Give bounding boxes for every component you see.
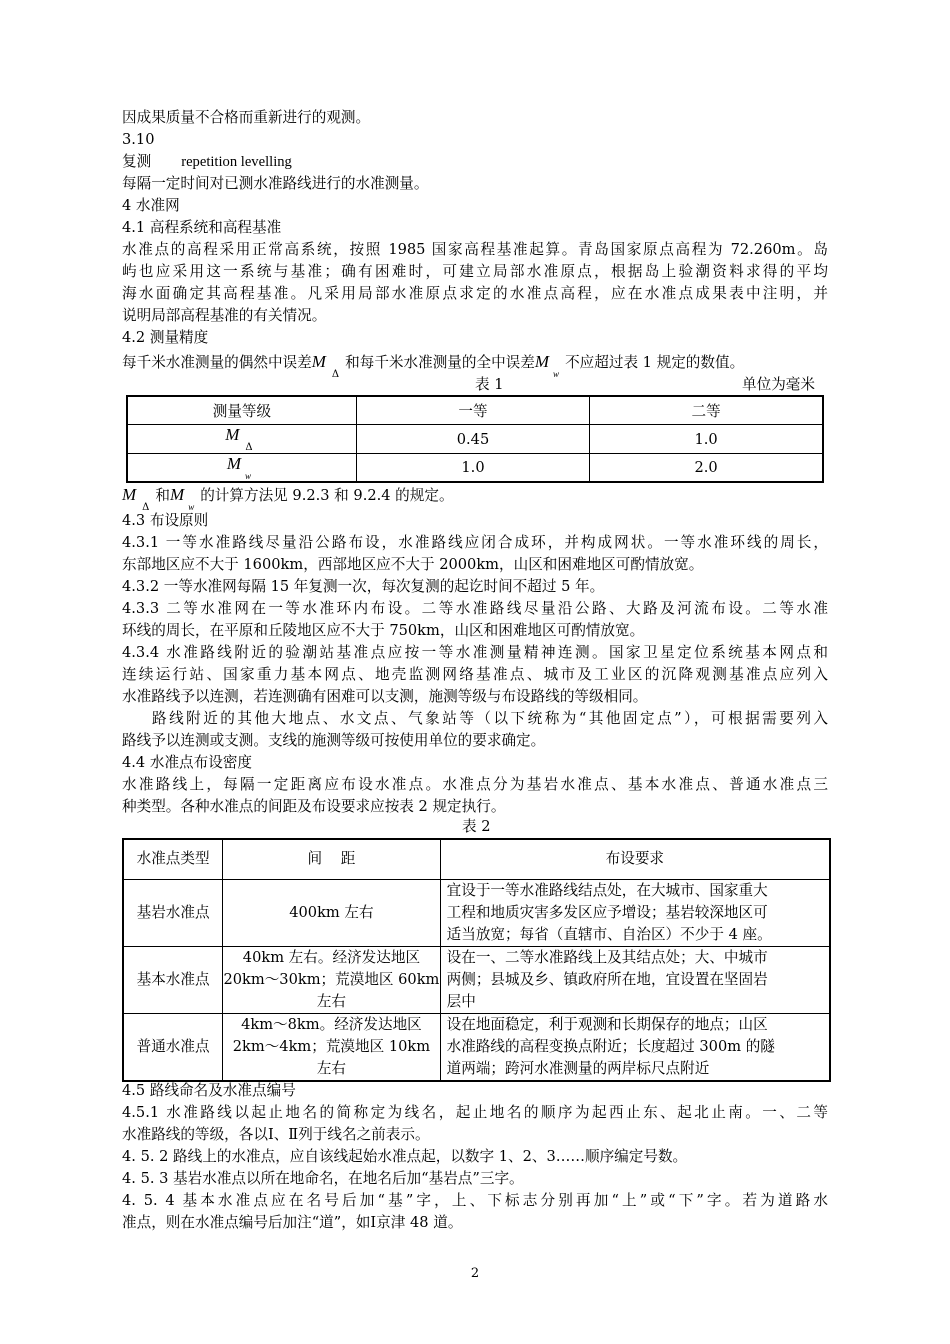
table-row — [123, 879, 830, 946]
paragraph-line: 4.3.3 二等水准网在一等水准环内布设。二等水准路线尽量沿公路、大路及河流布设。二等水准 — [122, 600, 828, 617]
paragraph-line: 4. 5. 4 基本水准点应在名号后加“基”字，上、下标志分别再加“上”或“下”字。若为道路水 — [122, 1192, 828, 1209]
requirement-cell: 设在一、二等水准路线上及其结点处；大、中城市 两侧；县城及乡、镇政府所在地，宜设置在坚固岩 层中 — [440, 946, 830, 1013]
table-header-cell: 测量等级 — [127, 396, 356, 425]
table-header-cell: 一等 — [356, 396, 589, 425]
table-row — [127, 425, 823, 454]
subsection-heading: 4.3 布设原则 — [122, 512, 209, 529]
paragraph-line: 准点，则在水准点编号后加注“道”，如Ⅰ京津 48 道。 — [122, 1214, 463, 1231]
distance-cell: 4km～8km。经济发达地区 2km～4km；荒漠地区 10km 左右 — [223, 1013, 440, 1081]
paragraph-line: 连续运行站、国家重力基本网点、地壳监测网络基准点、城市及工业区的沉降观测基准点应列入 — [122, 666, 828, 683]
benchmark-density-table — [122, 838, 831, 1082]
paragraph-line: 海水面确定其高程基准。凡采用局部水准原点求定的水准点高程，应在水准点成果表中注明，并 — [122, 285, 828, 302]
table-header-row — [123, 839, 830, 879]
m-delta-cell: $M_\Delta$ — [127, 425, 356, 454]
precision-table — [126, 395, 824, 483]
type-cell: 基本水准点 — [123, 946, 223, 1013]
table-cell: 2.0 — [590, 454, 823, 483]
table-header-row — [127, 396, 823, 425]
table2-caption: 表 2 — [462, 818, 491, 835]
distance-cell: 40km 左右。经济发达地区 20km～30km；荒漠地区 60km 左右 — [223, 946, 440, 1013]
table-row — [123, 946, 830, 1013]
table-cell: 1.0 — [356, 454, 589, 483]
distance-cell: 400km 左右 — [223, 879, 440, 946]
m-w-symbol: M — [534, 352, 550, 371]
table-row — [123, 1013, 830, 1081]
table-header-cell: 水准点类型 — [123, 839, 223, 879]
subsection-heading: 4.5 路线命名及水准点编号 — [122, 1082, 296, 1099]
subsection-heading: 4.1 高程系统和高程基准 — [122, 219, 282, 236]
text-line: 因成果质量不合格而重新进行的观测。 — [122, 109, 371, 126]
paragraph-line: 4.5.1 水准路线以起止地名的简称定为线名，起止地名的顺序为起西止东、起北止南。一、二等 — [122, 1104, 828, 1121]
table1-unit: 单位为毫米 — [742, 376, 815, 393]
table1-caption: 表 1 — [475, 376, 504, 393]
m-w-cell: $M_w$ — [127, 454, 356, 483]
paragraph-line: 4.3.4 水准路线附近的验潮站基准点应按一等水准测量精神连测。国家卫星定位系统基本网点和 — [122, 644, 828, 661]
paragraph-line: 种类型。各种水准点的间距及布设要求应按表 2 规定执行。 — [122, 798, 506, 815]
text-line: 每隔一定时间对已测水准路线进行的水准测量。 — [122, 175, 429, 192]
table-header-cell: 布设要求 — [440, 839, 830, 879]
term-en: repetition levelling — [181, 154, 292, 170]
table-cell: 0.45 — [356, 425, 589, 454]
term-zh: 复测 — [122, 153, 152, 170]
requirement-cell: 设在地面稳定，利于观测和长期保存的地点；山区 水准路线的高程变换点附近；长度超过 300m 的隧 道两端；跨河水准测量的两岸标尺点附近 — [440, 1013, 830, 1081]
subsection-heading: 4.4 水准点布设密度 — [122, 754, 253, 771]
table-header-cell: 二等 — [590, 396, 823, 425]
paragraph-line: 路线予以连测或支测。支线的施测等级可按使用单位的要求确定。 — [122, 732, 546, 749]
paragraph-line: 水准路线予以连测，若连测确有困难可以支测，施测等级与布设路线的等级相同。 — [122, 688, 648, 705]
paragraph-line: 4. 5. 2 路线上的水准点，应自该线起始水准点起，以数字 1、2、3……顺序编定号数。 — [122, 1148, 688, 1165]
paragraph-line: 水准路线上，每隔一定距离应布设水准点。水准点分为基岩水准点、基本水准点、普通水准点三 — [122, 776, 828, 793]
paragraph-line: 4.3.2 一等水准网每隔 15 年复测一次，每次复测的起讫时间不超过 5 年。 — [122, 578, 605, 595]
page-number: 2 — [470, 1266, 480, 1281]
table-cell: 1.0 — [590, 425, 823, 454]
paragraph-line: 4.3.1 一等水准路线尽量沿公路布设，水准路线应闭合成环，并构成网状。一等水准环线的周长， — [122, 534, 828, 551]
paragraph-line: 每千米水准测量的偶然中误差$M_\Delta$和每千米水准测量的全中误差$M_w$不应超过表 1 规定的数值。 — [122, 352, 745, 380]
paragraph-line: 水准点的高程采用正常高系统，按照 1985 国家高程基准起算。青岛国家原点高程为 72.260m。岛 — [122, 241, 828, 258]
type-cell: 普通水准点 — [123, 1013, 223, 1081]
paragraph-line: 路线附近的其他大地点、水文点、气象站等（以下统称为“其他固定点”），可根据需要列入 — [152, 710, 828, 727]
table-header-cell: 间 距 — [223, 839, 440, 879]
term-line — [122, 151, 292, 173]
type-cell: 基岩水准点 — [123, 879, 223, 946]
paragraph-line: 4. 5. 3 基岩水准点以所在地命名，在地名后加“基岩点”三字。 — [122, 1170, 524, 1187]
paragraph-line: $M_\Delta$和$M_w$的计算方法见 9.2.3 和 9.2.4 的规定。 — [122, 485, 454, 513]
paragraph-line: 说明局部高程基准的有关情况。 — [122, 307, 327, 324]
table-row — [127, 454, 823, 483]
subsection-heading: 4.2 测量精度 — [122, 329, 209, 346]
paragraph-line: 东部地区应不大于 1600km，西部地区应不大于 2000km，山区和困难地区可酌情放宽。 — [122, 556, 704, 573]
section-heading: 4 水准网 — [122, 197, 180, 214]
paragraph-line: 环线的周长，在平原和丘陵地区应不大于 750km，山区和困难地区可酌情放宽。 — [122, 622, 645, 639]
clause-number: 3.10 — [122, 131, 155, 148]
paragraph-line: 水准路线的等级，各以Ⅰ、Ⅱ列于线名之前表示。 — [122, 1126, 430, 1143]
paragraph-line: 屿也应采用这一系统与基准；确有困难时，可建立局部水准原点，根据岛上验潮资料求得的平均 — [122, 263, 828, 280]
m-delta-symbol: M — [311, 352, 326, 371]
requirement-cell: 宜设于一等水准路线结点处，在大城市、国家重大 工程和地质灾害多发区应予增设；基岩较深地区可 适当放宽；每省（直辖市、自治区）不少于 4 座。 — [440, 879, 830, 946]
